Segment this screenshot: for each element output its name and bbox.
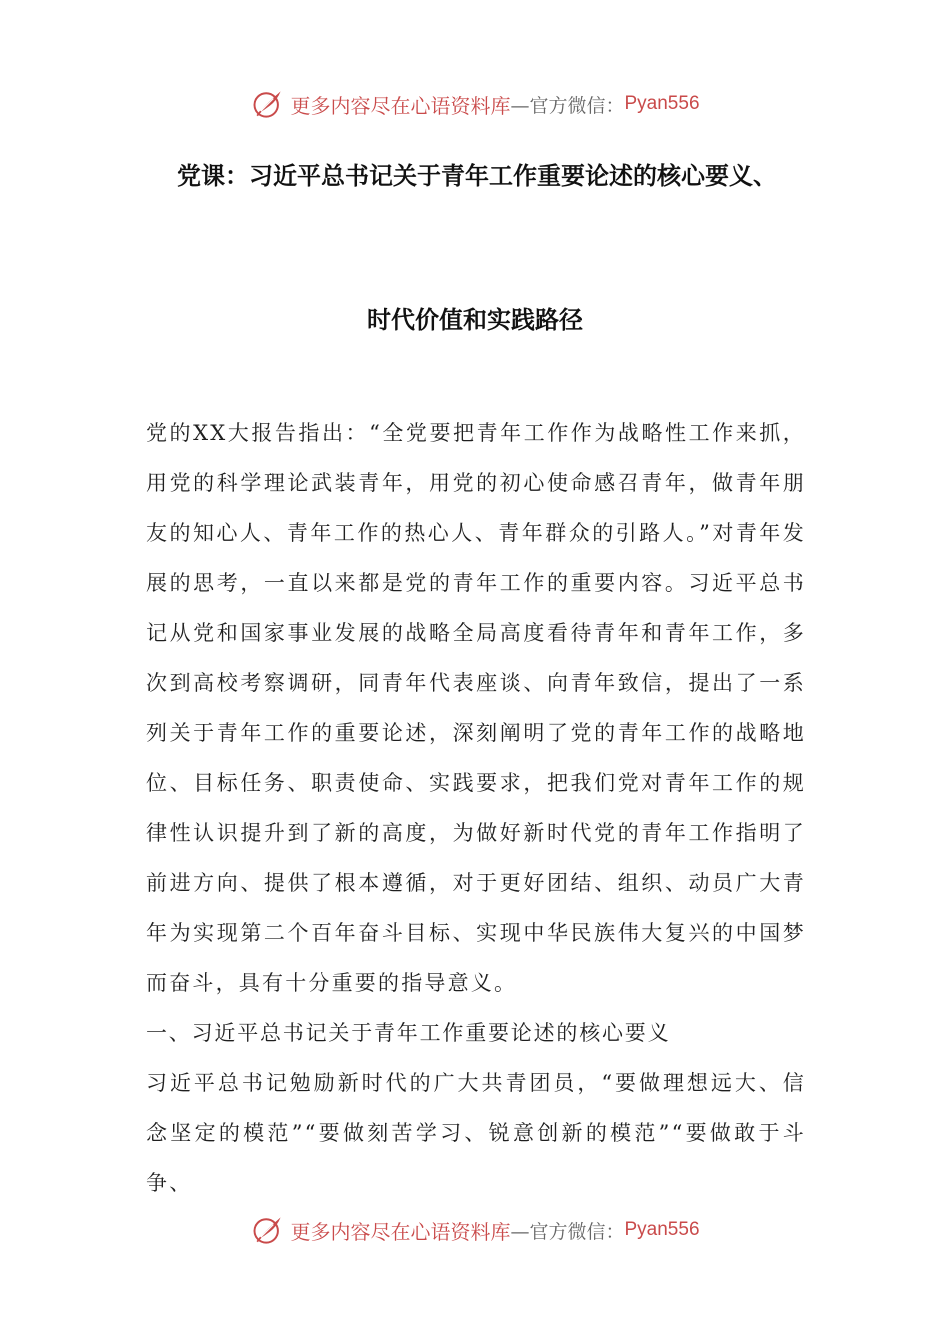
watermark-dash-text: —官方微信： [510,1220,625,1243]
watermark-brand-text: 更多内容尽在心语资料库 [290,1219,511,1244]
watermark-banner-bottom [0,1210,950,1250]
watermark-wechat-id: Pyan556 [624,93,700,114]
quill-pen-logo-icon [250,1212,286,1248]
document-title-line2: 时代价值和实践路径 [367,305,583,334]
watermark-dash-text: —官方微信： [510,94,625,117]
quill-pen-logo-icon [250,86,286,122]
watermark-banner-top [0,84,950,124]
watermark-brand-text: 更多内容尽在心语资料库 [290,93,511,118]
watermark-wechat-id: Pyan556 [624,1219,700,1240]
body-paragraph-intro: 党的XX大报告指出：“全党要把青年工作作为战略性工作来抓，用党的科学理论武装青年，用党的初心使命感召青年，做青年朋友的知心人、青年工作的热心人、青年群众的引路人。”对青年发展的思考，一直以来都是党的青年工作的重要内容。习近平总书记从党和国家事业发展的战略全局高度看待青年和青年工作，多次到高校考察调研，同青年代表座谈、向青年致信，提出了一系列关于青年工作的重要论述，深刻阐明了党的青年工作的战略地位、目标任务、职责使命、实践要求，把我们党对青年工作的规律性认识提升到了新的高度，为做好新时代党的青年工作指明了前进方向、提供了根本遵循，对于更好团结、组织、动员广大青年为实现第二个百年奋斗目标、实现中华民族伟大复兴的中国梦而奋斗，具有十分重要的指导意义。 [146,421,806,995]
body-paragraph-section1: 习近平总书记勉励新时代的广大共青团员，“要做理想远大、信念坚定的模范”“要做刻苦学习、锐意创新的模范”“要做敢于斗争、 [146,1071,806,1195]
section-heading-1: 一、习近平总书记关于青年工作重要论述的核心要义 [146,1021,671,1045]
document-title-line1: 党课：习近平总书记关于青年工作重要论述的核心要义、 [177,161,777,190]
document-body [146,408,806,1208]
